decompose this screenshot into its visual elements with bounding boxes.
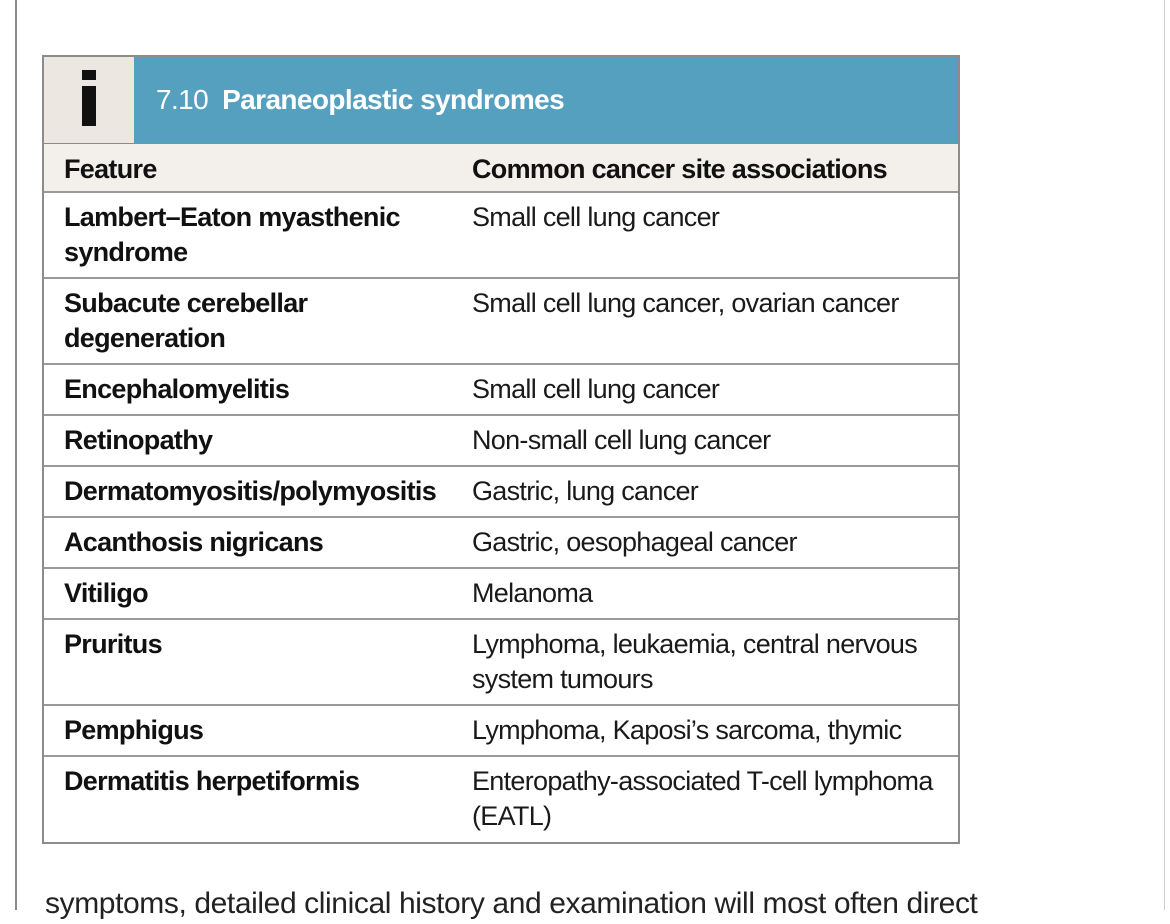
table-row (44, 192, 958, 278)
table-row (44, 466, 958, 517)
syndromes-table (44, 144, 958, 842)
association-cell: Lymphoma, Kaposi’s sarcoma, thymic (450, 705, 958, 756)
table-row (44, 278, 958, 364)
association-cell: Gastric, lung cancer (450, 466, 958, 517)
feature-cell: Dermatomyositis/polymyositis (44, 466, 450, 517)
box-title (134, 57, 958, 143)
table-row (44, 364, 958, 415)
table-header-row (44, 144, 958, 192)
feature-cell: Pemphigus (44, 705, 450, 756)
icon-cell (44, 57, 134, 143)
paraneoplastic-syndromes-box (42, 55, 960, 844)
feature-cell: Dermatitis herpetiformis (64, 766, 360, 796)
body-paragraph: symptoms, detailed clinical history and examination will most often direct (45, 887, 978, 920)
association-cell: Melanoma (450, 568, 958, 619)
box-number: 7.10 (156, 84, 209, 115)
feature-cell: Acanthosis nigricans (44, 517, 450, 568)
association-cell: Enteropathy-associated T-cell lymphoma (EATL) (472, 766, 933, 831)
feature-cell: Encephalomyelitis (44, 364, 450, 415)
feature-cell: Subacute cerebellar degeneration (44, 278, 450, 364)
table-row (44, 705, 958, 756)
table-row (44, 756, 958, 842)
page-left-edge (15, 0, 17, 910)
table-row (44, 517, 958, 568)
association-cell: Gastric, oesophageal cancer (450, 517, 958, 568)
feature-cell: Lambert–Eaton myasthenic syndrome (44, 192, 450, 278)
association-cell: Small cell lung cancer (450, 364, 958, 415)
page-right-edge (1164, 0, 1165, 910)
feature-cell: Vitiligo (44, 568, 450, 619)
column-header-associations: Common cancer site associations (450, 144, 958, 192)
association-cell: Lymphoma, leukaemia, central nervous system tumours (450, 619, 958, 705)
feature-cell: Retinopathy (44, 415, 450, 466)
table-row (44, 619, 958, 705)
box-title-text: Paraneoplastic syndromes (222, 84, 565, 115)
association-cell: Non-small cell lung cancer (450, 415, 958, 466)
association-cell: Small cell lung cancer, ovarian cancer (450, 278, 958, 364)
box-header (44, 57, 958, 144)
association-cell: Small cell lung cancer (450, 192, 958, 278)
table-row (44, 415, 958, 466)
feature-cell: Pruritus (44, 619, 450, 705)
column-header-feature: Feature (44, 144, 450, 192)
info-icon (81, 70, 97, 130)
table-row (44, 568, 958, 619)
